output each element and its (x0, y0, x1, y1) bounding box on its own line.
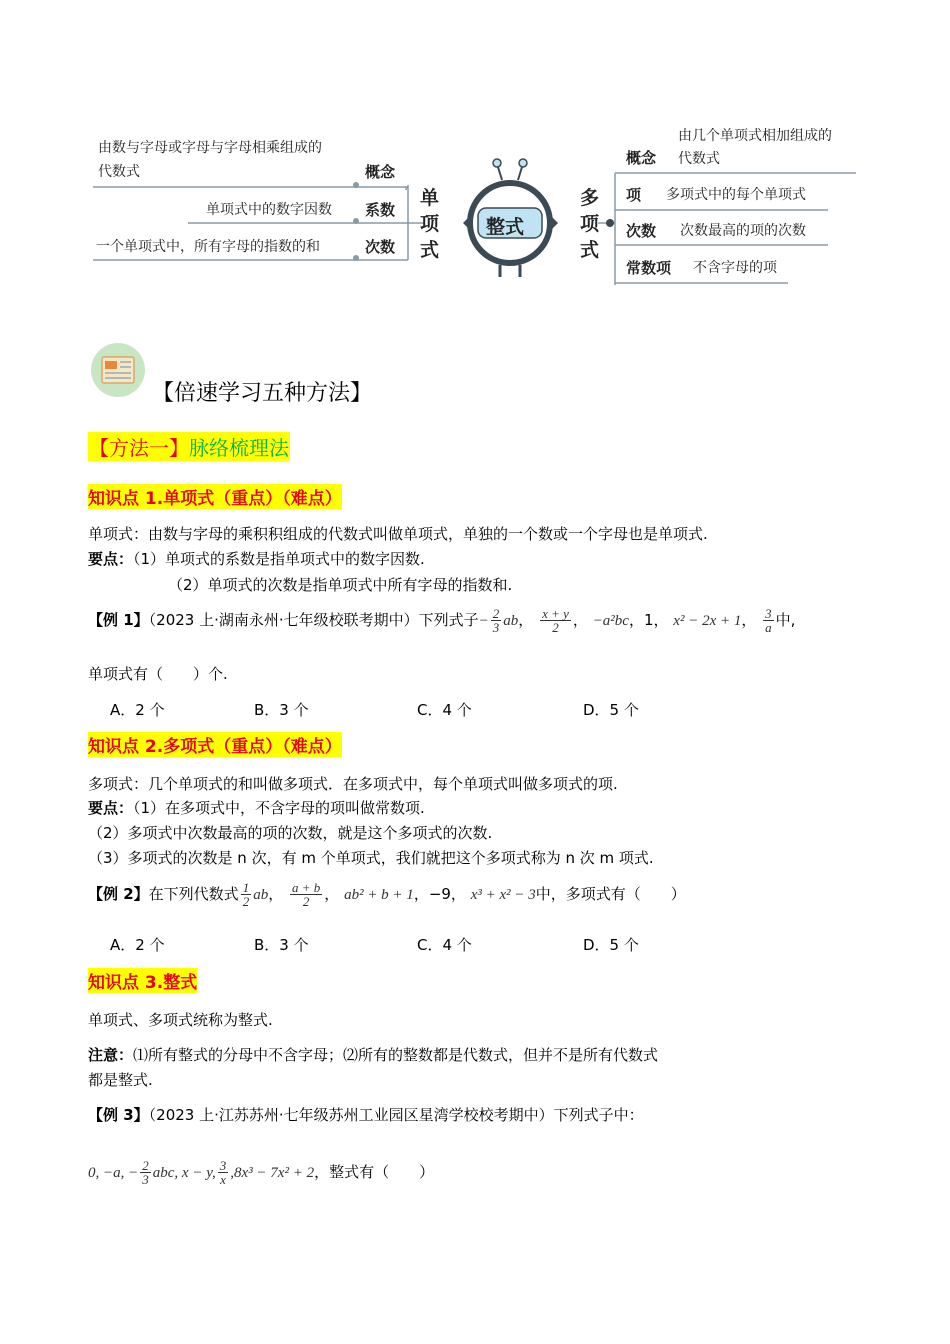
example-2-question: 【例 2】在下列代数式 $\frac{1}{2}$ ab， $\frac{a + b}{2}$ ， ab² + b + 1，−9， x³ + x² − 3中，多项式有（ ） (88, 880, 686, 909)
kp3-title: 知识点 3.整式 (88, 968, 197, 993)
left-coef-text: 单项式中的数字因数 (206, 202, 332, 218)
kp2-definition: 多项式：几个单项式的和叫做多项式．在多项式中，每个单项式叫做多项式的项. (88, 775, 618, 793)
kp1-key-line-1: 要点：（1）单项式的系数是指单项式中的数字因数. (88, 550, 425, 568)
left-title: 单 项 式 (420, 187, 440, 261)
example-1-question: 【例 1】（2023 上·湖南永州·七年级校联考期中）下列式子− $\frac{2}{3}$ ab， $\frac{x + y}{2}$ ， −a²bc，1， x² − 2x + 1， $\frac{3}{a}$ 中, (88, 606, 796, 635)
kp3-definition: 单项式、多项式统称为整式. (88, 1011, 273, 1029)
right-const-text: 不含字母的项 (693, 260, 777, 276)
kp1-key-label: 要点： (88, 550, 134, 568)
kp1-definition: 单项式：由数与字母的乘积积组成的代数式叫做单项式，单独的一个数或一个字母也是单项式. (88, 525, 708, 543)
kp1-key-line-2: （2）单项式的次数是指单项式中所有字母的指数和. (168, 576, 513, 594)
concept-diagram (88, 115, 858, 295)
kp2-key-line-1: 要点：（1）在多项式中，不含字母的项叫做常数项. (88, 799, 425, 817)
ex2-option-b: B．3 个 (254, 936, 309, 954)
example-3-question (88, 1104, 644, 1125)
method-1-title: 【方法一】脉络梳理法 (88, 432, 290, 461)
ex1-option-a: A．2 个 (110, 701, 165, 719)
left-degree-text: 一个单项式中，所有字母的指数的和 (96, 239, 320, 255)
right-const-label: 常数项 (626, 259, 672, 277)
kp3-note-line-2: 都是整式. (88, 1071, 153, 1089)
right-degree-text: 次数最高的项的次数 (680, 223, 806, 239)
left-degree-label: 次数 (365, 238, 396, 256)
ex3-source: （2023 上·江苏苏州·七年级苏州工业园区星湾学校校考期中）下列式子中： (148, 1106, 644, 1124)
book-icon (90, 342, 146, 398)
ex2-option-c: C．4 个 (417, 936, 472, 954)
ex2-label: 【例 2】 (88, 885, 149, 903)
left-coef-label: 系数 (365, 201, 396, 219)
kp3-note-line-1: 注意：⑴所有整式的分母中不含字母；⑵所有的整数都是代数式，但并不是所有代数式 (88, 1046, 659, 1064)
ex1-option-b: B．3 个 (254, 701, 309, 719)
ex1-option-c: C．4 个 (417, 701, 472, 719)
right-concept-text-1: 由几个单项式相加组成的 (678, 128, 832, 144)
ex1-label: 【例 1】 (88, 611, 149, 629)
kp2-title: 知识点 2.多项式（重点）（难点） (88, 732, 342, 757)
ex2-option-d: D．5 个 (583, 936, 639, 954)
right-concept-text-2: 代数式 (678, 151, 720, 167)
left-concept-text-2: 代数式 (98, 164, 140, 180)
right-title: 多 项 式 (580, 187, 600, 261)
ex1-option-d: D．5 个 (583, 701, 639, 719)
kp2-key-line-2: （2）多项式中次数最高的项的次数，就是这个多项式的次数. (88, 824, 493, 842)
example-3-expressions: 0, −a, − $\frac{2}{3}$ abc, x − y, $\frac{3}{x}$ ,8x³ − 7x² + 2，整式有（ ） (88, 1158, 435, 1187)
ex2-option-a: A．2 个 (110, 936, 165, 954)
right-term-text: 多项式中的每个单项式 (666, 187, 806, 203)
left-concept-text-1: 由数与字母或字母与字母相乘组成的 (98, 140, 322, 156)
left-concept-label: 概念 (365, 163, 396, 181)
right-degree-label: 次数 (626, 222, 657, 240)
section-title: 【倍速学习五种方法】 (152, 381, 373, 406)
kp1-title: 知识点 1.单项式（重点）（难点） (88, 484, 342, 509)
right-term-label: 项 (626, 186, 642, 204)
ex3-label: 【例 3】 (88, 1106, 149, 1124)
ex1-source: （2023 上·湖南永州·七年级校联考期中）下列式子 (148, 611, 479, 629)
kp2-key-label: 要点： (88, 799, 134, 817)
ex1-line-2: 单项式有（ ）个. (88, 665, 228, 683)
right-concept-label: 概念 (626, 149, 657, 167)
center-title: 整式 (486, 216, 525, 238)
kp3-note-label: 注意： (88, 1046, 134, 1064)
kp2-key-line-3: （3）多项式的次数是 n 次，有 m 个单项式，我们就把这个多项式称为 n 次 m 项式. (88, 849, 654, 867)
